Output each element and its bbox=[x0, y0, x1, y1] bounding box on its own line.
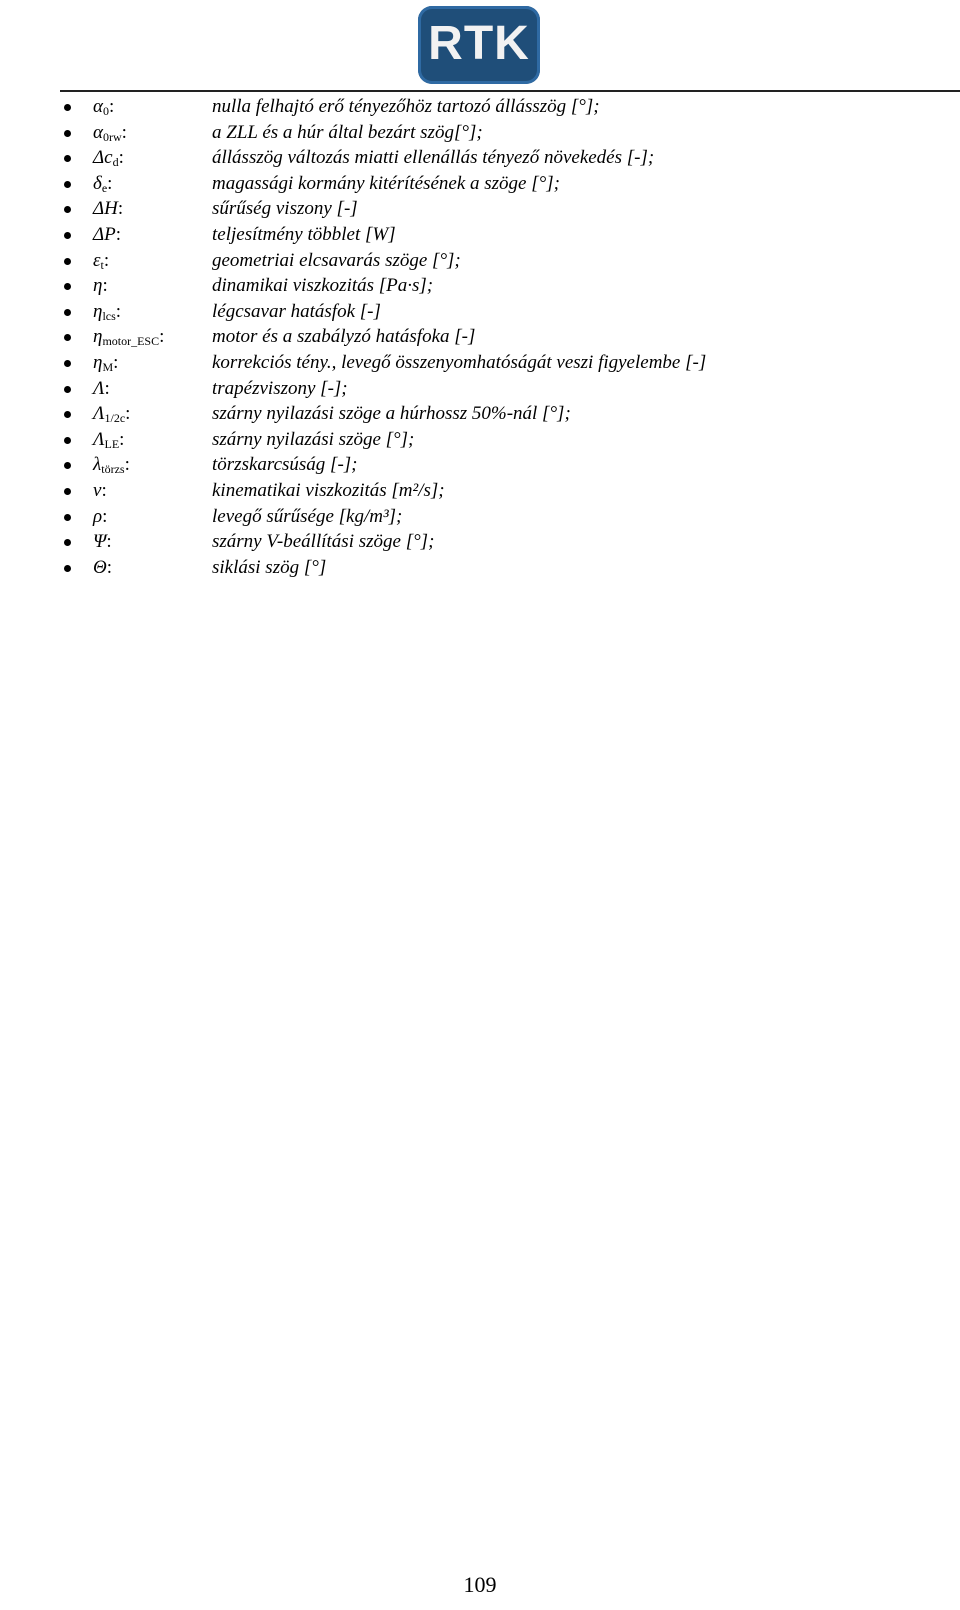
symbol-term bbox=[93, 478, 107, 504]
rtk-logo bbox=[418, 6, 540, 84]
symbol-list-item bbox=[64, 171, 944, 197]
symbol-list-item bbox=[64, 376, 944, 402]
bullet-icon bbox=[64, 488, 71, 495]
symbol-letter: ρ bbox=[93, 505, 103, 527]
page-number: 109 bbox=[463, 1572, 497, 1597]
symbol-letter: η bbox=[93, 300, 103, 322]
bullet-icon bbox=[64, 360, 71, 367]
bullet-icon bbox=[64, 232, 71, 239]
symbol-list-item bbox=[64, 478, 944, 504]
symbol-description: légcsavar hatásfok [-] bbox=[212, 300, 381, 322]
symbol-subscript: d bbox=[112, 155, 119, 170]
symbol-letter: Ψ bbox=[93, 531, 107, 553]
bullet-icon bbox=[64, 309, 71, 316]
symbol-description: a ZLL és a húr által bezárt szög[°]; bbox=[212, 121, 483, 143]
symbol-description: teljesítmény többlet [W] bbox=[212, 223, 396, 245]
symbol-subscript: M bbox=[102, 359, 114, 374]
symbol-term bbox=[93, 145, 124, 171]
bullet-icon bbox=[64, 386, 71, 393]
symbol-term bbox=[93, 350, 118, 376]
symbol-term bbox=[93, 248, 109, 274]
symbol-description: siklási szög [°] bbox=[212, 556, 327, 578]
symbol-list-item bbox=[64, 401, 944, 427]
symbol-letter: λ bbox=[93, 454, 102, 476]
symbol-description: törzskarcsúság [-]; bbox=[212, 454, 358, 476]
bullet-icon bbox=[64, 155, 71, 162]
symbol-letter: η bbox=[93, 351, 103, 373]
symbol-list-item bbox=[64, 555, 944, 581]
symbol-description: trapézviszony [-]; bbox=[212, 377, 348, 399]
symbol-letter: α bbox=[93, 96, 103, 117]
symbol-description: állásszög változás miatti ellenállás tényező növekedés [-]; bbox=[212, 147, 655, 169]
symbol-list-item bbox=[64, 248, 944, 274]
symbol-colon: : bbox=[101, 479, 107, 501]
symbol-colon: : bbox=[103, 249, 110, 271]
symbol-term bbox=[93, 273, 108, 299]
symbol-term bbox=[93, 171, 112, 197]
symbol-letter: Λ bbox=[93, 428, 105, 450]
bullet-icon bbox=[64, 181, 71, 188]
bullet-icon bbox=[64, 130, 71, 137]
symbol-list-item bbox=[64, 222, 944, 248]
symbol-list-item bbox=[64, 299, 944, 325]
symbol-term bbox=[93, 427, 124, 453]
bullet-icon bbox=[64, 283, 71, 290]
symbol-letter: Θ bbox=[93, 556, 107, 578]
symbol-colon: : bbox=[106, 556, 113, 578]
bullet-icon bbox=[64, 258, 71, 265]
symbol-description: sűrűség viszony [-] bbox=[212, 198, 358, 220]
symbol-description: kinematikai viszkozitás [m²/s]; bbox=[212, 479, 445, 501]
symbol-list-item bbox=[64, 196, 944, 222]
bullet-icon bbox=[64, 565, 71, 572]
symbol-colon: : bbox=[117, 198, 124, 220]
symbol-colon: : bbox=[113, 351, 119, 373]
symbol-description: szárny nyilazási szöge a húrhossz 50%-nál [°]; bbox=[212, 403, 571, 425]
symbol-subscript: t bbox=[100, 257, 104, 272]
symbol-list bbox=[64, 94, 944, 580]
symbol-letter: Λ bbox=[93, 403, 105, 425]
bullet-icon bbox=[64, 334, 71, 341]
symbol-term bbox=[93, 94, 114, 120]
symbol-colon: : bbox=[118, 147, 124, 169]
symbol-description: nulla felhajtó erő tényezőhöz tartozó állásszög [°]; bbox=[212, 96, 600, 117]
symbol-letter: δ bbox=[93, 172, 102, 194]
symbol-term bbox=[93, 196, 123, 222]
symbol-term bbox=[93, 504, 107, 530]
symbol-description: levegő sűrűsége [kg/m³]; bbox=[212, 505, 403, 527]
symbol-description: magassági kormány kitérítésének a szöge [°]; bbox=[212, 172, 560, 194]
bullet-icon bbox=[64, 514, 71, 521]
symbol-term bbox=[93, 324, 164, 350]
symbol-colon: : bbox=[125, 403, 131, 425]
symbol-colon: : bbox=[115, 300, 122, 322]
symbol-colon: : bbox=[102, 275, 108, 297]
symbol-term bbox=[93, 222, 121, 248]
symbol-list-item bbox=[64, 324, 944, 350]
symbol-letter: ΔH bbox=[93, 198, 118, 220]
symbol-colon: : bbox=[106, 531, 112, 553]
symbol-description: korrekciós tény., levegő összenyomhatóságát veszi figyelembe [-] bbox=[212, 351, 707, 373]
symbol-letter: η bbox=[93, 275, 103, 297]
symbol-term bbox=[93, 452, 130, 478]
symbol-description: motor és a szabályzó hatásfoka [-] bbox=[212, 326, 476, 348]
symbol-subscript: e bbox=[101, 180, 108, 195]
symbol-term bbox=[93, 299, 121, 325]
symbol-letter: α bbox=[93, 121, 103, 143]
symbol-subscript: 1/2c bbox=[104, 411, 126, 426]
symbol-colon: : bbox=[108, 96, 115, 117]
symbol-term bbox=[93, 529, 112, 555]
symbol-colon: : bbox=[102, 505, 108, 527]
symbol-letter: η bbox=[93, 326, 103, 348]
symbol-letter: ε bbox=[93, 249, 101, 271]
symbol-subscript: 0 bbox=[102, 104, 109, 118]
symbol-letter: ν bbox=[93, 479, 102, 501]
symbol-list-item bbox=[64, 145, 944, 171]
symbol-subscript: LE bbox=[104, 436, 120, 451]
bullet-icon bbox=[64, 104, 71, 111]
symbol-term bbox=[93, 401, 130, 427]
symbol-colon: : bbox=[107, 172, 113, 194]
symbol-colon: : bbox=[104, 377, 110, 399]
symbol-subscript: törzs bbox=[101, 462, 125, 477]
symbol-colon: : bbox=[159, 326, 165, 348]
bullet-icon bbox=[64, 462, 71, 469]
symbol-letter: Λ bbox=[93, 377, 105, 399]
bullet-icon bbox=[64, 206, 71, 213]
logo-text: RTK bbox=[428, 17, 530, 70]
symbol-list-item bbox=[64, 94, 944, 120]
bullet-icon bbox=[64, 437, 71, 444]
symbol-colon: : bbox=[115, 223, 122, 245]
bullet-icon bbox=[64, 539, 71, 546]
symbol-list-item bbox=[64, 273, 944, 299]
symbol-subscript: motor_ESC bbox=[102, 334, 160, 349]
symbol-description: szárny V-beállítási szöge [°]; bbox=[212, 531, 435, 553]
symbol-description: dinamikai viszkozitás [Pa·s]; bbox=[212, 275, 434, 297]
symbol-letter: ΔP bbox=[93, 223, 116, 245]
symbol-colon: : bbox=[119, 428, 125, 450]
symbol-list-item bbox=[64, 529, 944, 555]
bullet-icon bbox=[64, 411, 71, 418]
symbol-list-item bbox=[64, 350, 944, 376]
symbol-colon: : bbox=[124, 454, 130, 476]
symbol-subscript: 0rw bbox=[102, 129, 122, 144]
symbol-list-item bbox=[64, 120, 944, 146]
symbol-list-item bbox=[64, 427, 944, 453]
symbol-description: geometriai elcsavarás szöge [°]; bbox=[212, 249, 461, 271]
symbol-term bbox=[93, 555, 112, 581]
symbol-list-item bbox=[64, 504, 944, 530]
symbol-list-item bbox=[64, 452, 944, 478]
symbol-letter: Δc bbox=[93, 147, 113, 169]
symbol-subscript: lcs bbox=[102, 308, 116, 323]
symbol-term bbox=[93, 120, 127, 146]
symbol-colon: : bbox=[121, 121, 127, 143]
header-rule bbox=[60, 90, 960, 92]
symbol-term bbox=[93, 376, 110, 402]
symbol-description: szárny nyilazási szöge [°]; bbox=[212, 428, 415, 450]
